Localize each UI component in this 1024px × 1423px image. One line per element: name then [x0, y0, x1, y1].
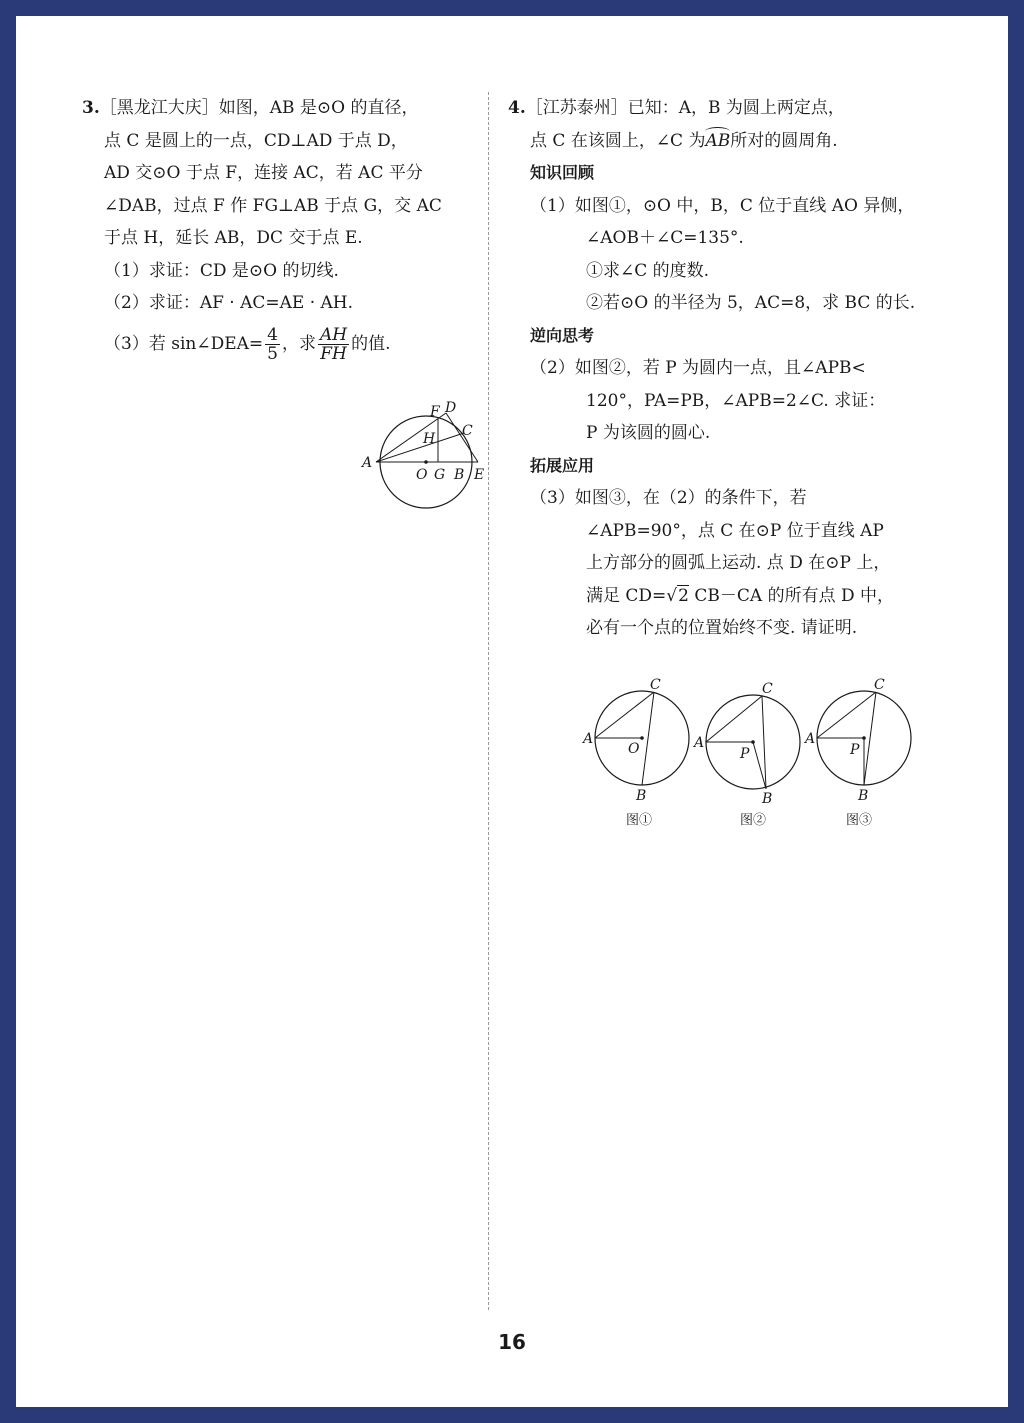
label-c: C: [762, 681, 773, 697]
figure-1: [581, 677, 689, 828]
figure-3: [803, 677, 911, 828]
label-c: C: [462, 423, 473, 439]
label-g: G: [434, 467, 446, 483]
question-3-line-2: ∠APB=90°，点 C 在⊙P 位于直线 AP: [586, 520, 884, 541]
problem-3-figure: [360, 395, 500, 515]
label-b: B: [454, 467, 465, 483]
line-4-pre: 满足 CD=: [586, 585, 667, 606]
question-3-line-4: 满足 CD=√2 CB－CA 的所有点 D 中，: [586, 585, 895, 606]
label-o: O: [628, 741, 640, 757]
figure-2: [692, 681, 800, 828]
problem-3-line-2: 点 C 是圆上的一点，CD⊥AD 于点 D，: [104, 130, 408, 151]
label-p: P: [850, 742, 860, 758]
page-number: 16: [498, 1330, 526, 1354]
problem-4-number: 4.: [508, 98, 526, 118]
fraction-denominator: 5: [267, 343, 278, 364]
caption-figure-1: 图①: [626, 813, 653, 828]
problem-3-line-3: AD 交⊙O 于点 F，连接 AC，若 AC 平分: [104, 163, 423, 183]
part-3-text: （3）若 sin∠DEA=: [104, 333, 264, 354]
section-knowledge-review: 知识回顾: [530, 163, 595, 182]
question-1-line-1: （1）如图①，⊙O 中，B，C 位于直线 AO 异侧，: [530, 195, 915, 216]
caption-figure-2: 图②: [740, 813, 767, 828]
problem-3: [82, 92, 472, 364]
question-1-line-2: ∠AOB＋∠C=135°.: [586, 228, 744, 248]
problem-3-part-3: [82, 324, 472, 364]
label-b: B: [636, 788, 647, 804]
column-divider: [488, 92, 489, 1310]
question-3-line-1: （3）如图③，在（2）的条件下，若: [530, 488, 807, 508]
label-c: C: [874, 677, 885, 693]
label-b: B: [762, 791, 773, 807]
fraction-numerator: AH: [319, 324, 348, 345]
question-3-line-5: 必有一个点的位置始终不变. 请证明.: [586, 618, 858, 638]
question-2-line-1: （2）如图②，若 P 为圆内一点，且∠APB<: [530, 358, 866, 378]
label-p: P: [740, 746, 750, 762]
question-1-line-3: ①求∠C 的度数.: [586, 260, 710, 281]
label-b: B: [858, 788, 869, 804]
line-ac: [817, 692, 876, 738]
label-a: A: [805, 731, 816, 747]
problem-3-line-5: 于点 H，延长 AB，DC 交于点 E.: [104, 228, 363, 248]
problem-4-line-1: ［江苏泰州］已知：A，B 为圆上两定点，: [525, 98, 845, 118]
fraction-4-5: [265, 326, 280, 363]
line-cb: [642, 692, 654, 785]
line-2-pre: 点 C 在该圆上，∠C 为: [530, 130, 706, 151]
problem-4-line-2: [508, 125, 900, 158]
question-2-line-2: 120°，PA=PB，∠APB=2∠C. 求证：: [586, 390, 886, 411]
fraction-ah-fh: [318, 326, 349, 363]
line-cb: [864, 692, 876, 785]
label-a: A: [694, 735, 705, 751]
label-d: D: [445, 400, 457, 416]
fraction-numerator: 4: [267, 324, 278, 345]
center-point: [862, 736, 866, 740]
problem-3-line-1: ［黑龙江大庆］如图，AB 是⊙O 的直径，: [99, 98, 419, 118]
section-extension: 拓展应用: [530, 455, 595, 475]
sqrt-2: 2: [678, 585, 689, 606]
question-1-line-4: ②若⊙O 的半径为 5，AC=8，求 BC 的长.: [586, 293, 916, 313]
problem-3-line-4: ∠DAB，过点 F 作 FG⊥AB 于点 G，交 AC: [104, 195, 442, 216]
center-point: [640, 736, 644, 740]
caption-figure-3: 图③: [846, 813, 873, 828]
line-ac: [376, 433, 464, 462]
question-3-line-3: 上方部分的圆弧上运动. 点 D 在⊙P 上，: [586, 553, 891, 573]
section-reverse-thinking: 逆向思考: [530, 325, 595, 345]
problem-4: [508, 92, 916, 645]
line-ac: [706, 696, 762, 742]
label-o: O: [416, 467, 428, 483]
label-h: H: [423, 431, 436, 447]
problem-3-number: 3.: [82, 98, 100, 118]
problem-4-figures: [576, 676, 926, 836]
center-point: [751, 740, 755, 744]
part-3-post: 的值.: [351, 333, 391, 354]
line-ac: [595, 692, 654, 738]
arc-ab: AB: [705, 125, 730, 158]
label-a: A: [583, 731, 594, 747]
label-c: C: [650, 677, 661, 693]
center-point: [424, 460, 428, 464]
problem-3-part-1: （1）求证：CD 是⊙O 的切线.: [104, 260, 339, 281]
problem-3-part-2: （2）求证：AF · AC=AE · AH.: [104, 293, 354, 313]
line-4-post: CB－CA 的所有点 D 中，: [694, 585, 895, 606]
question-2-line-3: P 为该圆的圆心.: [586, 423, 711, 443]
label-f: F: [430, 404, 440, 420]
fraction-denominator: FH: [320, 343, 347, 364]
label-e: E: [474, 467, 485, 483]
line-2-post: 所对的圆周角.: [730, 130, 838, 151]
part-3-mid: ，求: [281, 333, 316, 354]
label-a: A: [362, 455, 373, 471]
